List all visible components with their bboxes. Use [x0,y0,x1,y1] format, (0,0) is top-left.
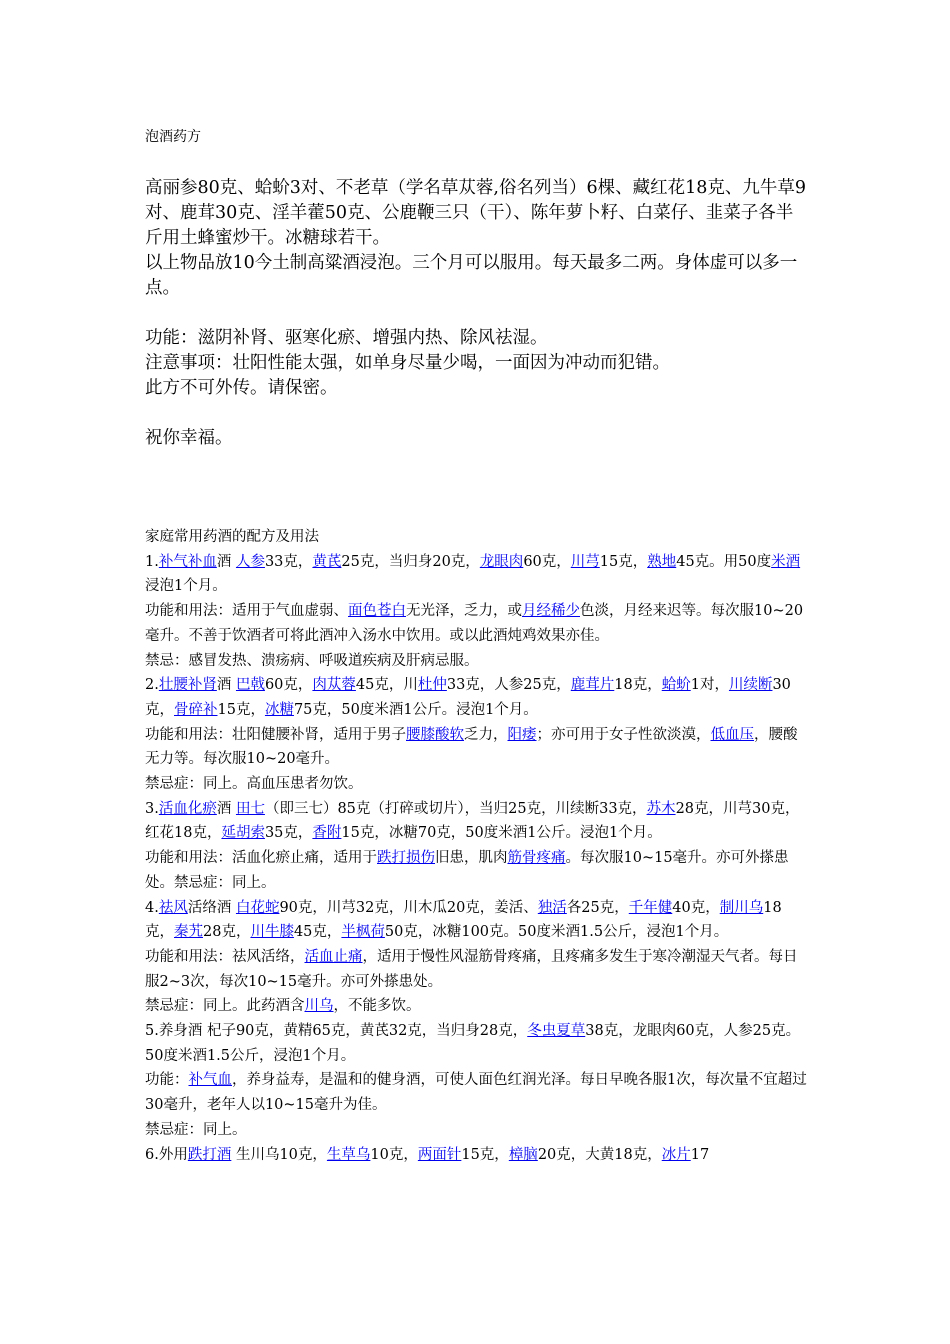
recipe-4-para1 [145,896,810,945]
text-run: ，适用于慢性风湿筋骨疼痛，且疼痛多发生于寒冷潮湿天气者。每日服2~3次，每次10~15毫升。亦可外搽患处。 [145,948,798,990]
herb-link[interactable]: 冰片 [661,1146,691,1163]
text-run: （即三七）85克（打碎或切片），当归25克，川续断33克， [264,800,647,817]
recipe-caution: 注意事项：壮阳性能太强，如单身尽量少喝，一面因为冲动而犯错。 [145,353,670,373]
text-run: 功能和用法：适用于气血虚弱、 [145,603,348,620]
recipe-4-para2 [145,945,810,994]
herb-link[interactable]: 冬虫夏草 [527,1023,586,1040]
text-run: 15克，冰糖70克，50度米酒1公斤。浸泡1个月。 [341,825,662,842]
herb-link[interactable]: 肉苁蓉 [312,677,356,694]
text-run: 功能和用法：祛风活络， [145,948,305,965]
text-run: 20克，大黄18克， [537,1146,662,1163]
herb-link[interactable]: 蛤蚧 [661,677,691,694]
text-run: 浸泡1个月。 [145,578,227,595]
text-run: 无光泽，乏力，或 [406,603,522,620]
herb-link[interactable]: 川牛膝 [250,924,294,941]
text-run: ，养身益寿，是温和的健身酒，可使人面色红润光泽。每日早晚各服1次，每次量不宜超过30毫升，老年人以10~15毫升为佳。 [145,1072,807,1114]
recipe-ingredients: 高丽参80克、蛤蚧3对、不老草（学名草苁蓉,俗名列当）6棵、藏红花18克、九牛草9对、鹿茸30克、淫羊藿50克、公鹿鞭三只（干）、陈年萝卜籽、白菜仔、韭菜子各半斤用土蜂蜜炒干。冰糖球若干。 [145,178,806,248]
text-run: 酒 [216,677,236,694]
text-run: ；亦可用于女子性欲淡漠， [536,726,711,743]
text-run: 色淡，月经来迟等。每次服10~20毫升。不善于饮酒者可将此酒冲入汤水中饮用。或以此酒炖鸡效果亦佳。 [145,603,804,644]
text-run: 45克， [293,924,342,941]
herb-link[interactable]: 熟地 [647,553,677,570]
recipe-2-para3 [145,772,810,797]
herb-link[interactable]: 活血化瘀 [158,800,217,817]
recipe-list [145,550,810,1168]
herb-link[interactable]: 米酒 [771,553,801,570]
text-run: 功能和用法：壮阳健腰补肾，适用于男子 [145,726,406,743]
text-run: 1对， [690,677,729,694]
recipe-function: 功能：滋阴补肾、驱寒化瘀、增强内热、除风祛湿。 [145,328,548,348]
herb-link[interactable]: 樟脑 [508,1146,538,1163]
text-run: 35克， [264,825,313,842]
text-run: 功能和用法：活血化瘀止痛，适用于 [145,850,377,867]
text-run: 33克，人参25克， [446,677,571,694]
herb-link[interactable]: 鹿茸片 [570,677,615,694]
herb-link[interactable]: 制川乌 [719,899,764,916]
document-title: 泡酒药方 [145,129,201,145]
herb-link[interactable]: 黄芪 [312,553,342,570]
herb-link[interactable]: 龙眼肉 [479,553,524,570]
herb-link[interactable]: 壮腰补肾 [158,677,217,694]
recipe-5-para2 [145,1068,810,1117]
text-run: 28克， [203,924,251,941]
herb-link[interactable]: 千年健 [628,899,673,916]
text-run: 90克，川芎32克，川木瓜20克，姜活、 [279,899,538,916]
text-run: 38克，龙眼肉60克，人参25克。50度米酒1.5公斤，浸泡1个月。 [145,1023,801,1064]
herb-link[interactable]: 川芎 [570,553,600,570]
text-run: 酒 [216,800,236,817]
herb-link[interactable]: 香附 [312,825,342,842]
herb-link[interactable]: 秦艽 [174,924,203,941]
text-run: 17 [690,1146,710,1163]
text-run: 功能： [145,1072,189,1089]
text-run: 活络酒 [187,899,236,916]
herb-link[interactable]: 补气血 [188,1072,232,1089]
text-run: 酒 [216,553,236,570]
text-run: 2. [145,677,159,694]
text-run: 各25克， [566,899,629,916]
recipe-3-para2 [145,846,810,895]
recipe-1-para1 [145,550,810,599]
herb-link[interactable]: 独活 [537,899,567,916]
blessing-text: 祝你幸福。 [145,428,233,448]
recipe-1-para3 [145,649,810,674]
text-run: 禁忌症：同上。 [145,1121,247,1138]
herb-link[interactable]: 杜仲 [417,677,447,694]
text-run: 禁忌：感冒发热、溃疡病、呼吸道疾病及肝病忌服。 [145,652,479,669]
herb-link[interactable]: 阳痿 [507,726,537,743]
herb-link[interactable]: 低血压 [710,726,754,743]
text-run: 30克， [145,677,791,718]
recipe-secret-note: 此方不可外传。请保密。 [145,378,338,398]
text-run: 33克， [264,553,313,570]
recipe-3-para1 [145,797,810,846]
herb-link[interactable]: 活血止痛 [304,948,363,965]
text-run: 18克， [145,899,782,941]
text-run: 6.外用 [145,1146,188,1163]
recipe-1-para2 [145,599,810,648]
recipe-6-para1 [145,1143,810,1168]
herb-link[interactable]: 田七 [235,800,265,817]
text-run: 40克， [672,899,720,916]
text-run: 。每次服10~15毫升。亦可外搽患处。禁忌症：同上。 [145,850,789,891]
recipe-usage: 以上物品放10今土制高粱酒浸泡。三个月可以服用。每天最多二两。身体虚可以多一点。 [145,253,798,298]
text-run: 60克， [523,553,571,570]
text-run: 4. [145,899,159,916]
text-run: 乏力， [464,726,508,743]
text-run: 旧患，肌肉 [435,850,508,867]
text-run: 禁忌症：同上。高血压患者勿饮。 [145,776,363,793]
text-run: 15克， [461,1146,509,1163]
recipe-2-para2 [145,723,810,772]
text-run: 45克。用50度 [676,553,772,570]
text-run: 15克， [217,701,265,718]
herb-link[interactable]: 筋骨疼痛 [507,850,566,867]
herb-link[interactable]: 巴戟 [235,677,265,694]
herb-link[interactable]: 祛风 [158,899,188,916]
herb-link[interactable]: 腰膝酸软 [406,726,464,743]
text-run: 75克，50度米酒1公斤。浸泡1个月。 [293,701,538,718]
herb-link[interactable]: 补气补血 [158,553,217,570]
text-run: ，不能多饮。 [333,998,421,1015]
herb-link[interactable]: 两面针 [417,1146,462,1163]
text-run: 生川乌10克， [231,1146,327,1163]
text-run: 50克，冰糖100克。50度米酒1.5公斤，浸泡1个月。 [384,924,729,941]
recipe-5-para3 [145,1118,810,1143]
herb-link[interactable]: 跌打损伤 [377,850,435,867]
herb-link[interactable]: 跌打酒 [187,1146,232,1163]
herb-link[interactable]: 白花蛇 [235,899,280,916]
herb-link[interactable]: 川续断 [728,677,773,694]
text-run: 45克，川 [355,677,418,694]
text-run: 1. [145,553,159,570]
recipe-4-para3 [145,994,810,1019]
text-run: 60克， [264,677,313,694]
text-run: 15克， [599,553,648,570]
herb-link[interactable]: 骨碎补 [174,701,218,718]
text-run: 18克， [614,677,662,694]
herb-link[interactable]: 生草乌 [326,1146,371,1163]
text-run: 28克，川芎30克，红花18克， [145,800,800,842]
herb-link[interactable]: 川乌 [304,998,334,1015]
medicinal-wine-section [145,525,810,1167]
text-run: 25克，当归身20克， [341,553,480,570]
recipe-2-para1 [145,673,810,722]
recipe-5-para1 [145,1019,810,1068]
herb-link[interactable]: 半枫荷 [341,924,385,941]
herb-link[interactable]: 延胡索 [221,825,265,842]
text-run: 5.养身酒 杞子90克，黄精65克，黄芪32克，当归身28克， [145,1023,528,1040]
herb-link[interactable]: 人参 [235,553,265,570]
text-run: 10克， [370,1146,418,1163]
herb-link[interactable]: 苏木 [646,800,676,817]
text-run: 禁忌症：同上。此药酒含 [145,998,305,1015]
herb-link[interactable]: 面色苍白 [348,603,406,620]
text-run: ，腰酸无力等。每次服10~20毫升。 [145,726,798,768]
herb-link[interactable]: 冰糖 [264,701,294,718]
section-heading: 家庭常用药酒的配方及用法 [145,529,319,545]
herb-link[interactable]: 月经稀少 [522,603,580,620]
wine-recipe-section [145,176,810,451]
text-run: 3. [145,800,159,817]
